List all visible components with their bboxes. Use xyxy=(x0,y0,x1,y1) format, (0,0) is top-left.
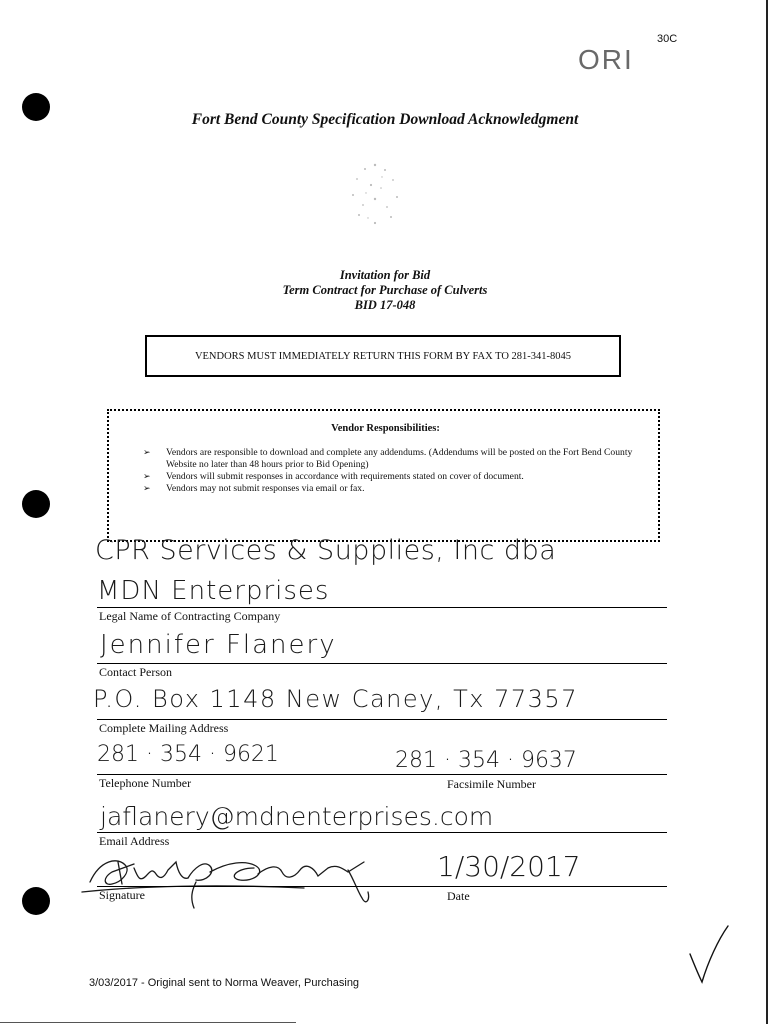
signature-image xyxy=(78,838,388,918)
footer-note: 3/03/2017 - Original sent to Norma Weaver, Purchasing xyxy=(89,977,360,989)
responsibility-item: ➢ Vendors will submit responses in accordance with requirements stated on cover of document. xyxy=(143,471,653,483)
punch-hole-bottom xyxy=(22,887,50,915)
email-value: jaflanery@mdnenterprises.com xyxy=(100,802,494,831)
invitation-line-1: Invitation for Bid xyxy=(339,268,431,282)
bottom-rule xyxy=(0,1022,296,1023)
mailing-address-value: P.O. Box 1148 New Caney, Tx 77357 xyxy=(93,685,578,713)
fax-notice-text: VENDORS MUST IMMEDIATELY RETURN THIS FORM BY FAX TO 281-341-8045 xyxy=(194,350,572,362)
mailing-address-label: Complete Mailing Address xyxy=(99,721,229,735)
page-number: 30C xyxy=(657,33,678,45)
company-name-line-1: CPR Services & Supplies, Inc dba xyxy=(95,535,557,566)
punch-hole-middle xyxy=(22,490,50,518)
responsibility-item: ➢ Vendors may not submit responses via email or fax. xyxy=(143,483,653,495)
email-rule xyxy=(97,832,667,833)
original-stamp: ORI xyxy=(578,44,634,75)
responsibilities-list xyxy=(143,447,653,495)
company-name-label: Legal Name of Contracting Company xyxy=(99,609,281,623)
fax-notice-box xyxy=(145,335,621,377)
page-edge xyxy=(766,0,768,1024)
vendor-responsibilities-box xyxy=(107,409,660,542)
checkmark-icon xyxy=(686,922,732,984)
email-label: Email Address xyxy=(99,834,170,848)
signature-label: Signature xyxy=(99,888,145,902)
phone-fax-rule xyxy=(97,774,667,775)
contact-person-value: Jennifer Flanery xyxy=(100,630,337,660)
document-title: Fort Bend County Specification Download Acknowledgment xyxy=(191,111,579,128)
company-name-rule xyxy=(97,607,667,608)
signature-rule xyxy=(97,886,667,887)
telephone-value: 281 · 354 · 9621 xyxy=(97,742,279,767)
contact-person-rule xyxy=(97,663,667,664)
date-value: 1/30/2017 xyxy=(437,850,581,883)
county-seal-image xyxy=(335,155,415,235)
responsibility-item: ➢ Vendors are responsible to download and complete any addendums. (Addendums will be posted on the Fort Bend County Website no later than 48 hours prior to Bid Opening) xyxy=(143,447,653,471)
responsibilities-heading: Vendor Responsibilities: xyxy=(331,423,440,434)
contact-person-label: Contact Person xyxy=(99,665,172,679)
mailing-address-rule xyxy=(97,719,667,720)
facsimile-label: Facsimile Number xyxy=(447,777,536,791)
facsimile-value: 281 · 354 · 9637 xyxy=(395,748,577,773)
telephone-label: Telephone Number xyxy=(99,776,192,790)
bid-number: BID 17-048 xyxy=(354,298,416,312)
invitation-line-2: Term Contract for Purchase of Culverts xyxy=(282,283,488,297)
date-label: Date xyxy=(447,889,470,903)
invitation-block xyxy=(0,268,770,313)
company-name-line-2: MDN Enterprises xyxy=(97,576,330,606)
